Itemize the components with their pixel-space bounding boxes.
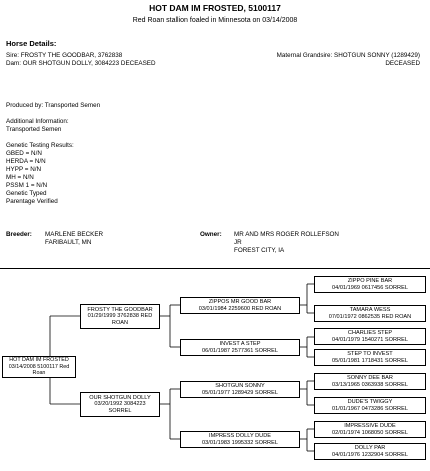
owner-name-line2: JR bbox=[234, 239, 242, 246]
produced-by: Produced by: Transported Semen bbox=[6, 102, 101, 109]
pedigree-dam-dam-box bbox=[180, 431, 300, 448]
maternal-grandsire-line: Maternal Grandsire: SHOTGUN SONNY (1289429) bbox=[276, 52, 420, 59]
pedigree-gen3-box bbox=[314, 328, 426, 345]
horse-details-heading: Horse Details: bbox=[6, 39, 57, 48]
owner-name: MR AND MRS ROGER ROLLEFSON bbox=[234, 231, 339, 238]
pedigree-sire-dam-box bbox=[180, 339, 300, 356]
pedigree-gen3-box bbox=[314, 373, 426, 390]
dam-line: Dam: OUR SHOTGUN DOLLY, 3084223 DECEASED bbox=[6, 60, 156, 67]
genetic-testing-heading: Genetic Testing Results: bbox=[6, 142, 74, 149]
ancestor-name: SONNY DEE BAR bbox=[347, 374, 393, 381]
ancestor-name: ZIPPOS MR GOOD BAR bbox=[208, 298, 272, 305]
pedigree-gen3-box bbox=[314, 443, 426, 460]
genetic-result: Parentage Verified bbox=[6, 198, 58, 205]
pedigree-gen3-box bbox=[314, 305, 426, 322]
ancestor-info: 02/01/1974 1068050 SORREL bbox=[332, 429, 408, 436]
ancestor-info: 03/01/1984 2259600 RED ROAN bbox=[198, 305, 282, 312]
ancestor-info: 07/01/1972 0862535 RED ROAN bbox=[328, 313, 412, 320]
ancestor-name: CHARLIES STEP bbox=[347, 329, 393, 336]
pedigree-sire-box bbox=[80, 304, 160, 329]
sire-line: Sire: FROSTY THE GOODBAR, 3762838 bbox=[6, 52, 123, 59]
genetic-result: GBED = N/N bbox=[6, 150, 42, 157]
maternal-grandsire-status: DECEASED bbox=[385, 60, 420, 67]
ancestor-info: 03/13/1965 0363938 SORREL bbox=[332, 381, 408, 388]
pedigree-sire-sire-box bbox=[180, 297, 300, 314]
subject-color: Roan bbox=[32, 370, 46, 377]
subject-info: 03/14/2008 5100117 Red bbox=[8, 363, 70, 370]
pedigree-gen3-box bbox=[314, 421, 426, 438]
genetic-result: HERDA = N/N bbox=[6, 158, 46, 165]
additional-info-value: Transported Semen bbox=[6, 126, 62, 133]
ancestor-name: SHOTGUN SONNY bbox=[215, 382, 265, 389]
sire-color: ROAN bbox=[111, 319, 129, 326]
genetic-result: PSSM 1 = N/N bbox=[6, 182, 48, 189]
pedigree-dam-sire-box bbox=[180, 381, 300, 398]
ancestor-name: IMPRESS DOLLY DUDE bbox=[209, 432, 271, 439]
ancestor-name: DOLLY PAR bbox=[354, 444, 386, 451]
genetic-result: MH = N/N bbox=[6, 174, 34, 181]
dam-name: OUR SHOTGUN DOLLY bbox=[89, 394, 151, 401]
sire-info: 01/29/1999 3762838 RED bbox=[87, 313, 153, 320]
ancestor-info: 03/01/1983 1995332 SORREL bbox=[202, 439, 278, 446]
horse-subtitle: Red Roan stallion foaled in Minnesota on 03/14/2008 bbox=[132, 17, 298, 24]
dam-color: SORREL bbox=[108, 407, 132, 414]
ancestor-name: DUDE'S TWIGGY bbox=[347, 398, 393, 405]
dam-info: 03/20/1992 3084223 bbox=[94, 401, 146, 408]
breeder-location: FARIBAULT, MN bbox=[45, 239, 92, 246]
pedigree-dam-box bbox=[80, 392, 160, 417]
owner-label: Owner: bbox=[200, 231, 222, 238]
subject-name: HOT DAM IM FROSTED bbox=[9, 357, 69, 364]
ancestor-info: 04/01/1979 1540271 SORREL bbox=[332, 336, 408, 343]
ancestor-info: 01/01/1967 0473286 SORREL bbox=[332, 405, 408, 412]
pedigree-subject-box bbox=[2, 356, 76, 378]
genetic-result: HYPP = N/N bbox=[6, 166, 42, 173]
ancestor-info: 06/01/1987 2577361 SORREL bbox=[202, 347, 278, 354]
ancestor-name: STEP TO INVEST bbox=[347, 350, 393, 357]
horse-title: HOT DAM IM FROSTED, 5100117 bbox=[149, 3, 281, 13]
breeder-label: Breeder: bbox=[6, 231, 32, 238]
ancestor-info: 04/01/1976 1232904 SORREL bbox=[332, 451, 408, 458]
ancestor-name: TAMARA WESS bbox=[349, 306, 391, 313]
genetic-result: Genetic Typed bbox=[6, 190, 47, 197]
ancestor-info: 05/01/1977 1289429 SORREL bbox=[202, 389, 278, 396]
pedigree-gen3-box bbox=[314, 276, 426, 293]
ancestor-info: 04/01/1969 0617456 SORREL bbox=[332, 284, 408, 291]
ancestor-name: INVEST A STEP bbox=[219, 340, 261, 347]
pedigree-gen3-box bbox=[314, 349, 426, 366]
breeder-name: MARLENE BECKER bbox=[45, 231, 104, 238]
ancestor-name: ZIPPO PINE BAR bbox=[347, 277, 393, 284]
pedigree-gen3-box bbox=[314, 397, 426, 414]
ancestor-info: 05/01/1981 1718431 SORREL bbox=[332, 357, 408, 364]
additional-info-heading: Additional Information: bbox=[6, 118, 69, 125]
ancestor-name: IMPRESSIVE DUDE bbox=[344, 422, 396, 429]
section-divider bbox=[0, 268, 430, 269]
sire-name: FROSTY THE GOODBAR bbox=[87, 306, 153, 313]
owner-location: FOREST CITY, IA bbox=[234, 247, 285, 254]
